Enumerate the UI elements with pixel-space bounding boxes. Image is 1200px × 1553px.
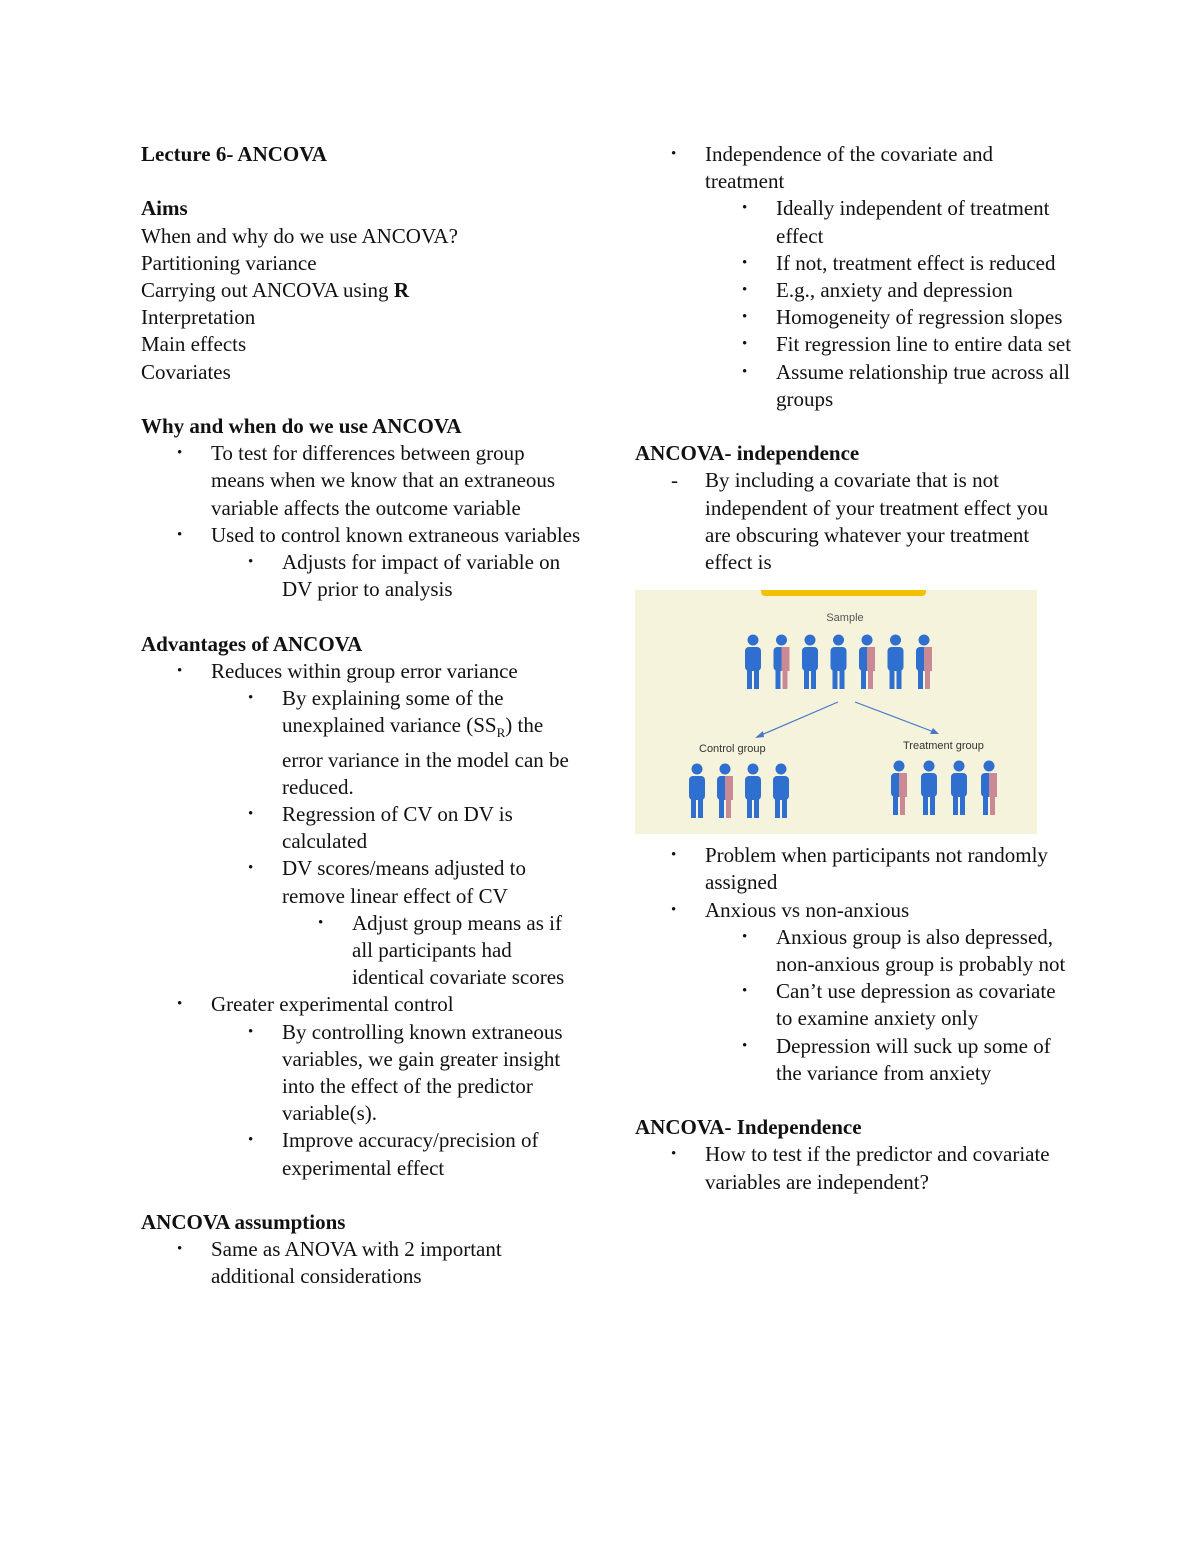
right-column: [635, 141, 1075, 1196]
list-item: • Regression of CV on DV is calculated: [248, 802, 513, 854]
aims-heading: Aims: [141, 196, 188, 221]
person-icon: [951, 761, 967, 816]
bullet-icon: •: [248, 1023, 254, 1040]
person-icon: [745, 635, 761, 690]
dash-icon: -: [671, 468, 678, 493]
bullet-icon: •: [742, 336, 748, 353]
person-icon: [831, 635, 847, 690]
person-icon: [888, 635, 904, 690]
assumptions-list-right: [635, 141, 1075, 413]
bullet-icon: •: [671, 1146, 677, 1163]
r-letter: R: [393, 278, 409, 302]
independence-list: [635, 467, 1075, 576]
document-title: Lecture 6- ANCOVA: [141, 142, 327, 166]
list-item: • Can’t use depression as covariate to examine anxiety only: [742, 979, 1056, 1031]
arrow-to-control: [759, 702, 838, 736]
arrow-to-treatment: [855, 702, 934, 732]
person-icon: [773, 764, 789, 819]
list-item: • Anxious vs non-anxious: [635, 897, 1075, 924]
arrowhead-icon: [755, 731, 764, 738]
bullet-icon: •: [248, 1132, 254, 1149]
after-figure-list: [635, 842, 1075, 1087]
bullet-icon: •: [177, 662, 183, 679]
independence2-heading: ANCOVA- Independence: [635, 1115, 862, 1140]
aims-item: Main effects: [141, 332, 247, 357]
aims-item: Covariates: [141, 359, 231, 384]
list-item: • Anxious group is also depressed, non-anxious group is probably not: [742, 924, 1066, 977]
aims-item: Partitioning variance: [141, 250, 317, 275]
list-item: • Reduces within group error variance: [141, 658, 581, 685]
treatment-group-label: Treatment group: [903, 740, 984, 753]
bullet-icon: •: [248, 690, 254, 707]
why-list: [141, 440, 581, 603]
bullet-icon: •: [671, 146, 677, 162]
sample-people: [745, 635, 932, 690]
list-item: • Adjust group means as if all participants had identical covariate scores: [318, 910, 565, 990]
bullet-icon: •: [742, 282, 748, 299]
list-item: - By including a covariate that is not independent of your treatment effect you are obscuring whatever your treatment effect is: [671, 468, 1049, 575]
list-item: • Independence of the covariate and treatment: [671, 142, 994, 194]
list-item: • Fit regression line to entire data set: [635, 331, 1075, 358]
aims-item-text: Carrying out ANCOVA using: [141, 278, 389, 302]
bullet-icon: •: [248, 806, 254, 823]
list-item: • E.g., anxiety and depression: [635, 277, 1075, 304]
list-item: • How to test if the predictor and covariate variables are independent?: [671, 1142, 1050, 1194]
bullet-icon: •: [177, 1241, 183, 1258]
control-people: [689, 764, 789, 819]
bullet-icon: •: [318, 914, 324, 931]
list-item: • By controlling known extraneous variables, we gain greater insight into the effect of the predictor variable(s).: [248, 1019, 563, 1126]
bullet-icon: •: [742, 1037, 748, 1054]
bullet-icon: •: [742, 200, 748, 217]
list-item: • Greater experimental control: [141, 991, 581, 1018]
why-heading: Why and when do we use ANCOVA: [141, 414, 462, 438]
bullet-icon: •: [248, 860, 254, 877]
independence2-list: [635, 1141, 1075, 1195]
treatment-people: [891, 761, 997, 816]
list-item: • If not, treatment effect is reduced: [635, 250, 1075, 277]
bullet-icon: •: [742, 928, 748, 945]
aims-item: When and why do we use ANCOVA?: [141, 223, 458, 248]
sample-allocation-figure: [635, 590, 1037, 834]
person-icon: [689, 764, 705, 819]
person-icon: [802, 635, 818, 690]
list-item: • Homogeneity of regression slopes: [635, 304, 1075, 331]
control-group-label: Control group: [699, 743, 766, 756]
bullet-icon: •: [248, 554, 254, 571]
bullet-icon: •: [742, 309, 748, 326]
bullet-icon: •: [177, 445, 183, 462]
aims-item-r: [141, 277, 581, 304]
independence-heading: ANCOVA- independence: [635, 441, 860, 466]
person-icon: [859, 635, 875, 690]
aims-item: Interpretation: [141, 305, 256, 330]
bullet-icon: •: [671, 901, 677, 918]
bullet-icon: •: [742, 363, 748, 380]
advantages-heading: Advantages of ANCOVA: [141, 631, 363, 656]
advantages-list: [141, 658, 581, 1182]
person-icon: [891, 761, 907, 816]
person-icon: [916, 635, 932, 690]
person-icon: [774, 635, 790, 690]
assumptions-list-left: [141, 1236, 581, 1290]
list-item: • Same as ANOVA with 2 important additional considerations: [177, 1237, 502, 1289]
list-item: • Depression will suck up some of the variance from anxiety: [742, 1033, 1051, 1085]
list-item: • Problem when participants not randomly assigned: [671, 843, 1048, 895]
list-item: • Ideally independent of treatment effect: [742, 196, 1050, 248]
left-column: [141, 141, 581, 1291]
list-item: • Improve accuracy/precision of experimental effect: [248, 1128, 539, 1180]
list-item: • To test for differences between group means when we know that an extraneous variable affects the outcome variable: [177, 441, 556, 520]
bullet-icon: •: [742, 983, 748, 1000]
assumptions-heading: ANCOVA assumptions: [141, 1210, 346, 1235]
bullet-icon: •: [177, 996, 183, 1013]
bullet-icon: •: [742, 254, 748, 271]
sample-label: Sample: [826, 612, 864, 625]
bullet-icon: •: [177, 526, 183, 543]
person-icon: [921, 761, 937, 816]
list-item: • Used to control known extraneous variables: [141, 522, 581, 549]
person-icon: [981, 761, 997, 816]
person-icon: [745, 764, 761, 819]
list-item: • By explaining some of the unexplained variance $(SS_R)$ the error variance in the model can be reduced.: [248, 686, 569, 799]
list-item: • Adjusts for impact of variable on DV prior to analysis: [248, 550, 561, 602]
bullet-icon: •: [671, 847, 677, 864]
list-item: • DV scores/means adjusted to remove linear effect of CV: [248, 856, 526, 908]
person-icon: [717, 764, 733, 819]
list-item: • Assume relationship true across all groups: [742, 359, 1070, 411]
figure-svg: [635, 590, 1037, 834]
